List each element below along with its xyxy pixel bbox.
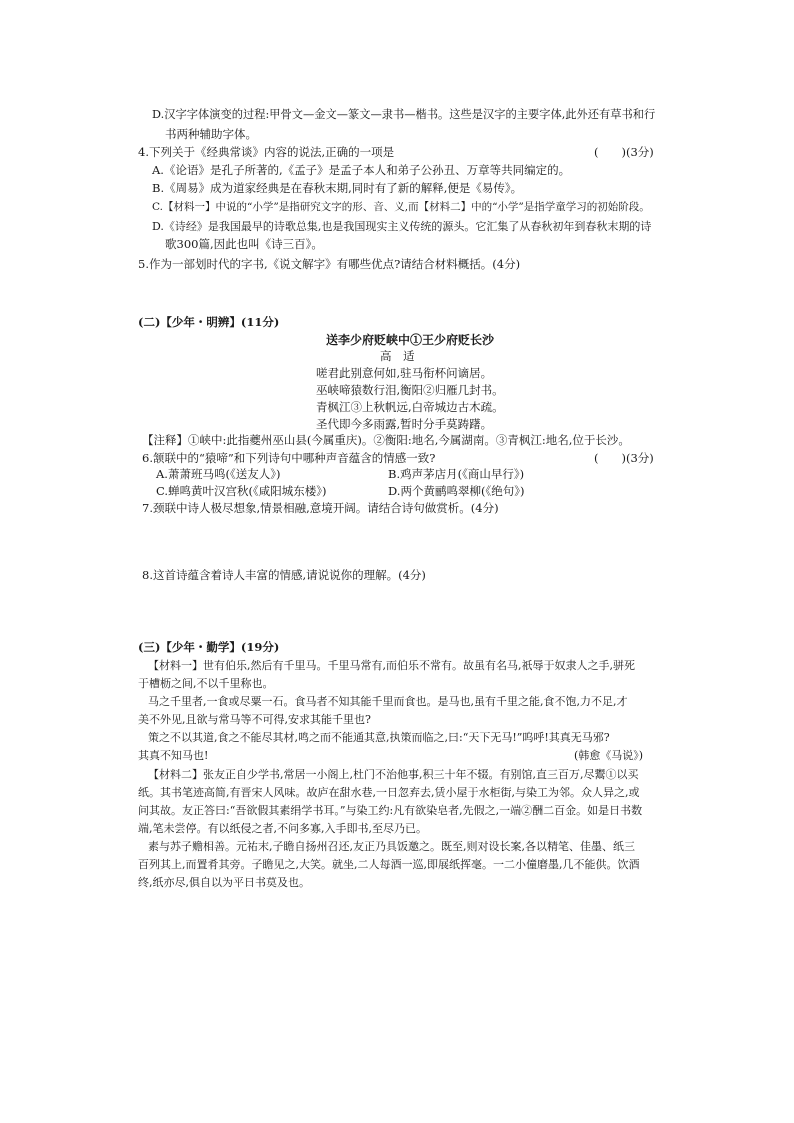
poem-title: 送李少府贬峡中①王少府贬长沙 (326, 333, 495, 347)
poem-line-2: 巫峡啼猿数行泪,衡阳②归雁几封书。 (316, 383, 504, 397)
q3-option-d-line1: D.汉字字体演变的过程:甲骨文—金文—篆文—隶书—楷书。这些是汉字的主要字体,此外还有草书和行 (152, 108, 656, 121)
q4-option-d-line2: 歌300篇,因此也叫《诗三百》。 (165, 237, 323, 251)
q7-stem: 7.颈联中诗人极尽想象,情景相融,意境开阔。请结合诗句做赏析。(4分) (142, 501, 499, 515)
q4-option-b: B.《周易》成为道家经典是在春秋末期,同时有了新的解释,便是《易传》。 (152, 181, 523, 195)
material1-source: (韩愈《马说》) (574, 749, 644, 762)
q4-answer-paren: ( )(3分) (594, 145, 654, 159)
q5-stem: 5.作为一部划时代的字书,《说文解字》有哪些优点?请结合材料概括。(4分) (138, 257, 521, 271)
poem-note: 【注释】①峡中:此指夔州巫山县(今属重庆)。②衡阳:地名,今属湖南。③青枫江:地名,位于长沙。 (142, 433, 630, 447)
material1-line-4: 美不外见,且欲与常马等不可得,安求其能千里也? (138, 713, 371, 726)
material2-line-4: 端,笔未尝停。有以纸侵之者,不问多寡,入手即书,至尽乃已。 (138, 822, 427, 835)
poem-line-4: 圣代即今多雨露,暂时分手莫踌躇。 (316, 417, 493, 431)
material1-line-2: 于槽枥之间,不以千里称也。 (138, 677, 274, 690)
poem-line-3: 青枫江③上秋帆远,白帝城边古木疏。 (316, 400, 504, 414)
material2-line-7: 终,纸亦尽,俱自以为平日书莫及也。 (138, 876, 310, 889)
q6-option-d: D.两个黄鹂鸣翠柳(《绝句》) (388, 484, 525, 498)
q4-option-c: C.【材料一】中说的“小学”是指研究文字的形、音、义,而【材料二】中的“小学”是指学童学习的初始阶段。 (152, 201, 650, 213)
material2-line-2: 纸。其书笔迹高简,有晋宋人风味。故庐在甜水巷,一日忽弃去,赁小屋于水柜街,与染工为邻。众人异之,或 (138, 786, 640, 799)
q4-option-d-line1: D.《诗经》是我国最早的诗歌总集,也是我国现实主义传统的源头。它汇集了从春秋初年到春秋末期的诗 (152, 220, 652, 233)
poem-line-1: 嗟君此别意何如,驻马衔杯问谪居。 (316, 366, 493, 380)
section2-header: (二)【少年・明辨】(11分) (138, 315, 280, 329)
q3-option-d-line2: 书两种辅助字体。 (165, 127, 257, 141)
material1-line-5: 策之不以其道,食之不能尽其材,鸣之而不能通其意,执策而临之,曰:“天下无马!”呜呼!其真无马邪? (148, 731, 610, 744)
material1-line-6: 其真不知马也! (138, 749, 209, 762)
material1-line-1: 【材料一】世有伯乐,然后有千里马。千里马常有,而伯乐不常有。故虽有名马,祇辱于奴隶人之手,骈死 (148, 659, 635, 672)
material2-line-1: 【材料二】张友正自少学书,常居一小阁上,杜门不治他事,积三十年不辍。有别馆,直三百万,尽鬻①以买 (148, 768, 639, 781)
material1-line-3: 马之千里者,一食或尽粟一石。食马者不知其能千里而食也。是马也,虽有千里之能,食不饱,力不足,才 (148, 695, 628, 708)
q6-option-a: A.萧萧班马鸣(《送友人》) (156, 467, 281, 481)
material2-line-5: 素与苏子赡相善。元祐末,子瞻自扬州召还,友正乃具饭邀之。既至,则对设长案,各以精笔、佳墨、纸三 (148, 840, 635, 853)
poem-author: 高 适 (380, 349, 415, 363)
material2-line-3: 问其故。友正答曰:“吾欲假其素绢学书耳。”与染工约:凡有欲染皂者,先假之,一端②酬二百金。如是日书数 (138, 804, 643, 817)
q6-answer-paren: ( )(3分) (594, 451, 654, 465)
material2-line-6: 百列其上,而置肴其旁。子瞻见之,大笑。就坐,二人每酒一巡,即展纸挥毫。一二小僮磨墨,几不能供。饮酒 (138, 858, 640, 871)
q4-option-a: A.《论语》是孔子所著的,《孟子》是孟子本人和弟子公孙丑、万章等共同编定的。 (152, 163, 571, 177)
q6-stem: 6.颔联中的“猿啼”和下列诗句中哪种声音蕴含的情感一致? (142, 451, 436, 465)
q4-stem: 4.下列关于《经典常谈》内容的说法,正确的一项是 (138, 145, 395, 159)
q6-option-c: C.蝉鸣黄叶汉宫秋(《咸阳城东楼》) (156, 484, 327, 498)
q6-option-b: B.鸡声茅店月(《商山早行》) (388, 467, 525, 481)
section3-header: (三)【少年・勤学】(19分) (138, 640, 280, 654)
q8-stem: 8.这首诗蕴含着诗人丰富的情感,请说说你的理解。(4分) (142, 568, 426, 582)
